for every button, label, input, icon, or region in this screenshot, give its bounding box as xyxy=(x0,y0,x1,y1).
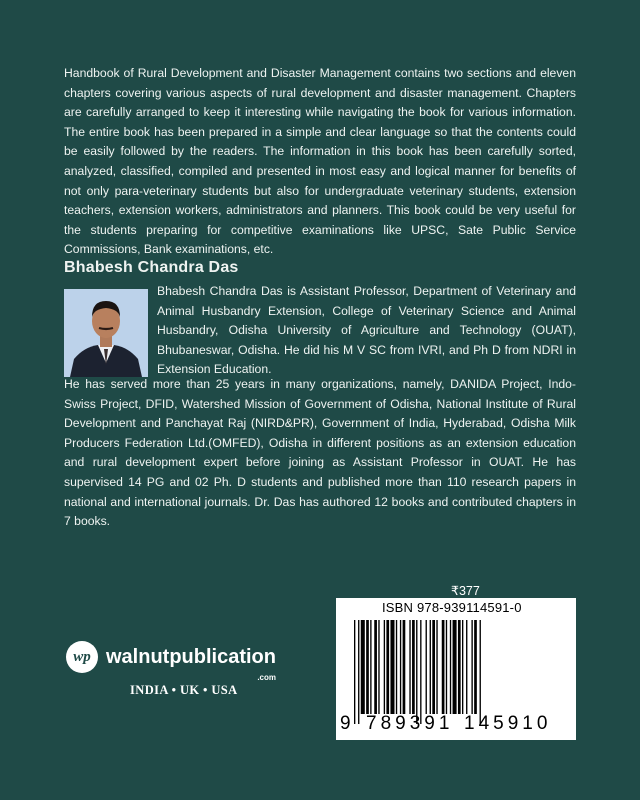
author-heading: Bhabesh Chandra Das xyxy=(64,259,239,276)
book-description: Handbook of Rural Development and Disaster Management contains two sections and eleven chapters covering various aspects of rural development and disaster management. Chapters are carefully arranged to keep it interesting while navigating the book for various information. The entire book has been prepared in a simple and clear language so that the contents could be easily followed by the readers. The information in this book has been carefully sorted, analyzed, classified, compiled and presented in most easy and logical manner for benefits of not only para-veterinary students but also for undergraduate veterinary students, extension teachers, extension workers, administrators and planners. This book could be very useful for the students preparing for competitive examinations like UPSC, Sate Public Service Commissions, Bank examinations, etc. xyxy=(64,66,576,257)
barcode-bar xyxy=(462,620,463,714)
barcode-bar xyxy=(412,620,415,714)
barcode-bar xyxy=(466,620,467,714)
publisher-countries: INDIA • UK • USA xyxy=(130,683,238,697)
barcode-bar xyxy=(386,620,389,714)
publisher-logo-icon xyxy=(66,641,98,673)
barcode-bar xyxy=(354,620,355,724)
barcode-digits-right: 145910 xyxy=(464,713,552,734)
barcode-bar xyxy=(474,620,477,714)
barcode-digit-first: 9 xyxy=(340,713,355,734)
barcode-bar xyxy=(403,620,406,714)
barcode-bar xyxy=(480,620,481,724)
barcode-bar xyxy=(378,620,379,714)
barcode-bar xyxy=(374,620,377,714)
barcode-digits-left: 789391 xyxy=(366,713,454,734)
barcode-bar xyxy=(446,620,447,714)
price-label: ₹377 xyxy=(451,584,480,598)
publisher-tld: .com xyxy=(257,673,276,682)
barcode-bar xyxy=(432,620,435,714)
barcode-bar xyxy=(361,620,365,714)
publisher-name xyxy=(106,646,276,682)
barcode-bar xyxy=(450,620,451,714)
publisher-name-text: walnutpublication xyxy=(106,646,276,668)
publisher-logo xyxy=(66,641,276,682)
barcode-bar xyxy=(442,620,445,714)
barcode-bar xyxy=(436,620,437,714)
author-bio-intro: Bhabesh Chandra Das is Assistant Professor, Department of Veterinary and Animal Husbandry Extension, College of Veterinary Science and Animal Husbandry, Odisha University of Agriculture and Technology (OUAT), Bhubaneswar, Odisha. He did his M V SC from IVRI, and Ph D from NDRI in Extension Education. xyxy=(157,284,576,377)
barcode-bar xyxy=(390,620,394,714)
barcode-bar xyxy=(430,620,431,714)
barcode-bar xyxy=(420,620,421,724)
publisher-logo-mark: wp xyxy=(73,648,91,665)
barcode-bar xyxy=(370,620,371,714)
barcode-bar xyxy=(358,620,359,724)
author-bio-career: He has served more than 25 years in many organizations, namely, DANIDA Project, Indo-Swiss Project, DFID, Watershed Mission of Government of Odisha, National Institute of Rural Development and Panchayat Raj (NIRD&PR), Government of India, Hyderabad, Odisha Milk Producers Federation Ltd.(OMFED), Odisha in different positions as an extension education and rural development expert before joining as Assistant Professor in OUAT. He has supervised 14 PG and 02 Ph. D students and published more than 110 research papers in national and international journals. Dr. Das has authored 12 books and contributed chapters in 7 books. xyxy=(64,377,576,529)
isbn-number: ISBN 978-939114591-0 xyxy=(382,600,522,615)
barcode-bar xyxy=(471,620,472,714)
barcode-bar xyxy=(400,620,401,714)
author-photo xyxy=(64,289,148,377)
barcode-bar xyxy=(366,620,369,714)
barcode-bar xyxy=(458,620,461,714)
barcode-bar xyxy=(416,620,417,724)
barcode-bar xyxy=(409,620,410,714)
barcode-bar xyxy=(396,620,397,714)
author-portrait-icon xyxy=(64,289,148,377)
barcode-bar xyxy=(453,620,457,714)
isbn-barcode xyxy=(336,598,576,740)
barcode-bar xyxy=(426,620,427,714)
barcode-bar xyxy=(384,620,385,714)
